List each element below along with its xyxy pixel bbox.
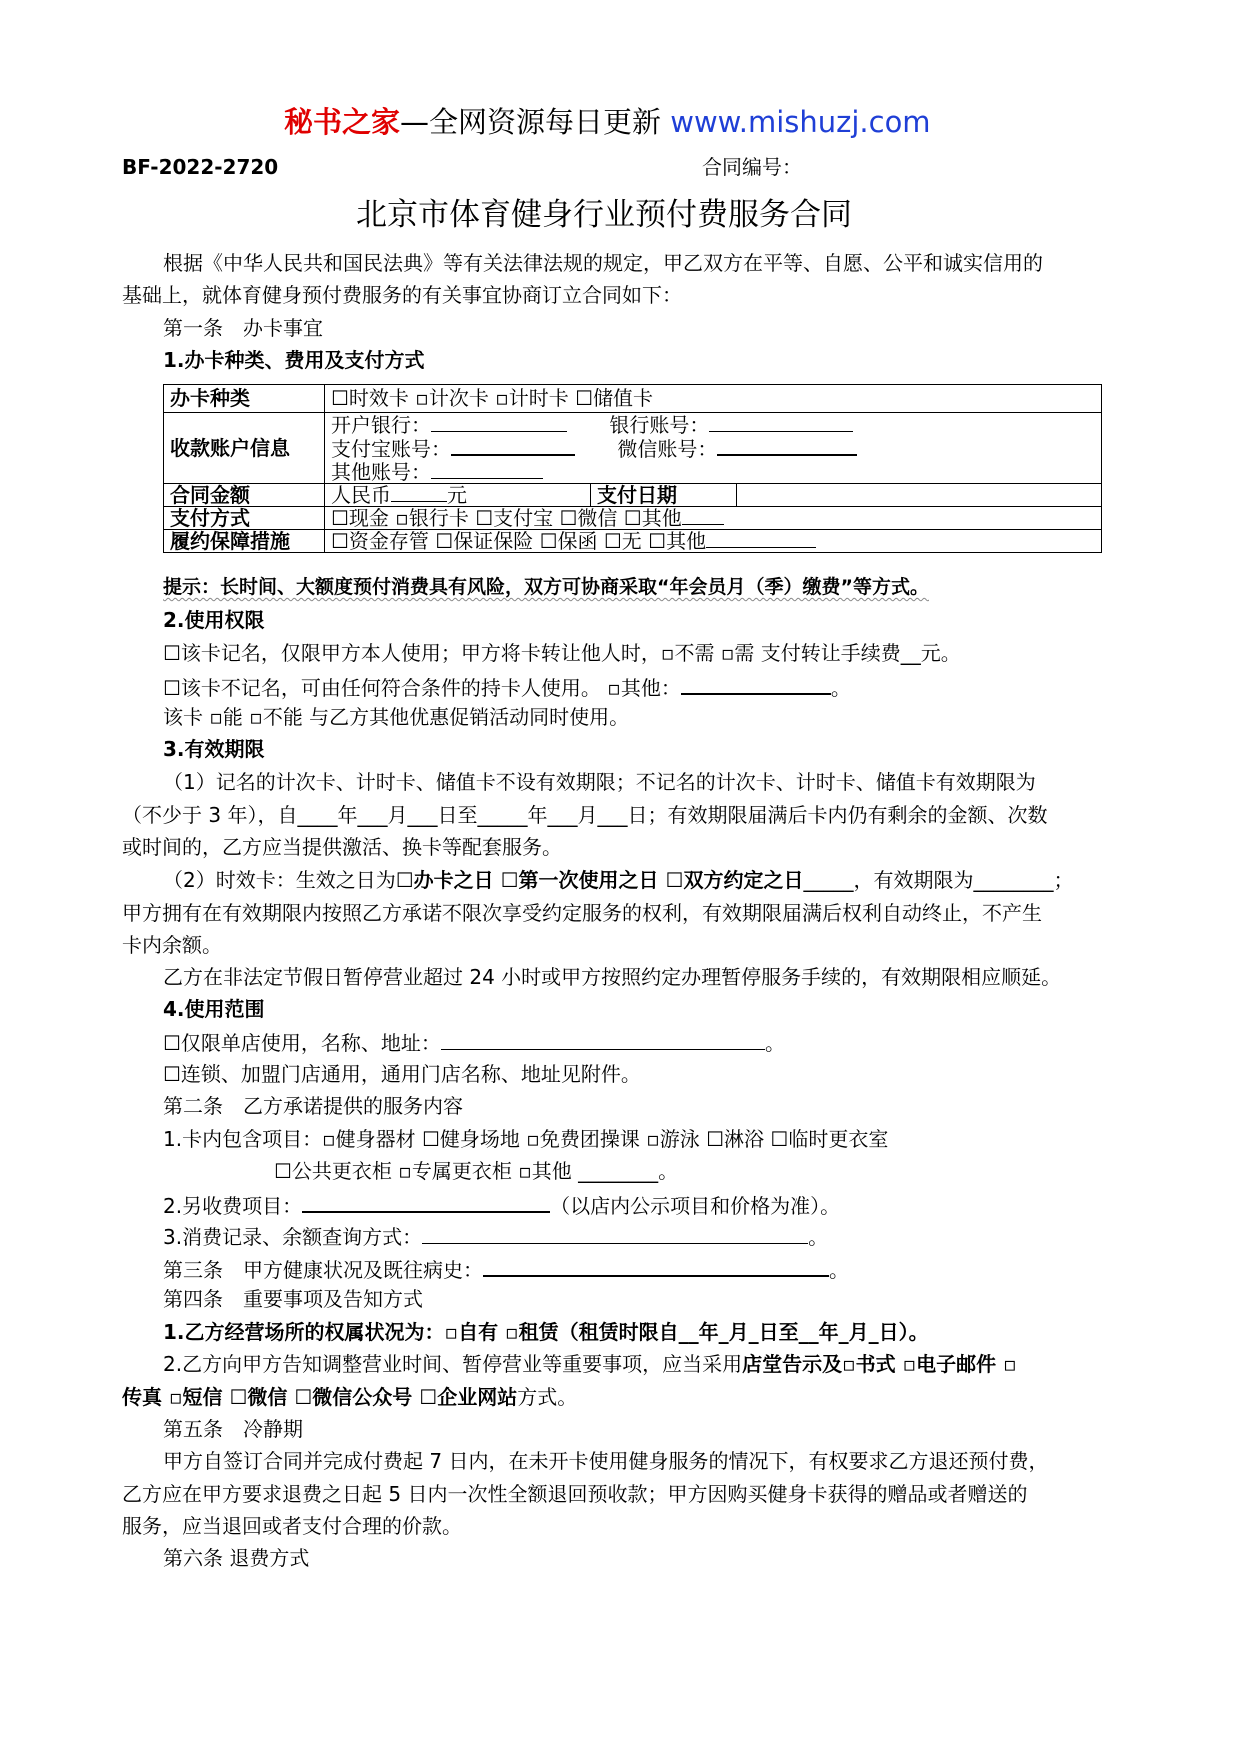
article-3-line [163, 1257, 849, 1280]
account-info-label: 收款账户信息 [164, 413, 325, 484]
bank-label: 开户银行： [331, 413, 431, 437]
amount-field[interactable] [391, 487, 447, 502]
bank-field[interactable] [431, 413, 567, 432]
guarantee-label: 履约保障措施 [164, 530, 325, 553]
pay-method-label: 支付方式 [164, 507, 325, 530]
validity-start-options[interactable]: ☐办卡之日 ☐第一次使用之日 ☐双方约定之日 [395, 868, 804, 892]
scope-address-field[interactable] [441, 1031, 765, 1050]
notice-method-end: 方式。 [517, 1385, 578, 1409]
scope-option-1[interactable] [163, 1031, 785, 1053]
service-items-2[interactable]: ☐公共更衣柜 ▫专属更衣柜 ▫其他 ________。 [274, 1159, 679, 1183]
validity-line-3: 或时间的，乙方应当提供激活、换卡等配套服务。 [122, 835, 562, 859]
notice-method-options-2[interactable]: 传真 ▫短信 ☐微信 ☐微信公众号 ☐企业网站 [122, 1385, 518, 1409]
validity-line-4-c: _____，有效期限为________； [803, 868, 1074, 892]
balance-query-line [163, 1225, 828, 1247]
section-2-heading: 2.使用权限 [163, 608, 265, 632]
pay-date-label: 支付日期 [591, 484, 737, 507]
cooling-off-line-2: 乙方应在甲方要求退费之日起 5 日内一次性全额退回预收款；甲方因购买健身卡获得的赠品或者赠送的 [122, 1482, 1028, 1506]
usage-option-2[interactable] [163, 675, 851, 698]
service-items-1[interactable]: 1.卡内包含项目：▫健身器材 ☐健身场地 ▫免费团操课 ▫游泳 ☐淋浴 ☐临时更衣室 [163, 1127, 889, 1151]
section-4-heading: 4.使用范围 [163, 997, 265, 1021]
pay-method-other-field[interactable] [682, 510, 724, 525]
amount-label: 合同金额 [164, 484, 325, 507]
other-account-label: 其他账号： [331, 460, 431, 484]
document-code: BF-2022-2720 [122, 155, 279, 179]
intro-line-2: 基础上，就体育健身预付费服务的有关事宜协商订立合同如下： [122, 283, 682, 307]
wechat-field[interactable] [717, 436, 857, 456]
pay-method-options[interactable] [325, 507, 1102, 530]
notice-method-line-2 [122, 1387, 577, 1407]
usage-other-field[interactable] [681, 675, 831, 695]
health-history-field[interactable] [483, 1257, 829, 1277]
pay-method-text: ☐现金 ▫银行卡 ☐支付宝 ☐微信 ☐其他 [331, 505, 682, 530]
yuan-label: 元 [447, 482, 467, 507]
page-title: 北京市体育健身行业预付费服务合同 [356, 197, 852, 233]
article-2-title: 第二条 乙方承诺提供的服务内容 [163, 1094, 463, 1118]
scope-option-2[interactable]: ☐连锁、加盟门店通用，通用门店名称、地址见附件。 [163, 1062, 641, 1086]
usage-option-3[interactable]: 该卡 ▫能 ▫不能 与乙方其他优惠促销活动同时使用。 [163, 705, 630, 729]
guarantee-other-field[interactable] [706, 533, 816, 548]
intro-line-1: 根据《中华人民共和国民法典》等有关法律法规的规定，甲乙双方在平等、自愿、公平和诚实信用的 [163, 251, 1043, 275]
validity-line-4-a: （2）时效卡：生效之日为 [163, 868, 396, 892]
article-5-title: 第五条 冷静期 [163, 1417, 303, 1441]
notice-method-options-1[interactable]: 店堂告示及▫书式 ▫电子邮件 ▫ [742, 1352, 1017, 1376]
extra-charge-line [163, 1193, 840, 1216]
validity-line-6: 卡内余额。 [122, 933, 222, 957]
card-type-options[interactable]: ☐时效卡 ▫计次卡 ▫计时卡 ☐储值卡 [325, 385, 1102, 413]
guarantee-text: ☐资金存管 ☐保证保险 ☐保函 ☐无 ☐其他 [331, 528, 707, 553]
validity-line-4 [163, 870, 1073, 890]
cooling-off-line-3: 服务，应当退回或者支付合理的价款。 [122, 1514, 462, 1538]
site-banner [284, 105, 931, 139]
balance-query-field[interactable] [422, 1225, 808, 1244]
scope-option-1-text: ☐仅限单店使用，名称、地址： [163, 1031, 441, 1055]
rmb-label: 人民币 [331, 482, 391, 507]
bank-account-label: 银行账号： [609, 413, 710, 437]
usage-option-2-end: 。 [830, 676, 851, 700]
risk-tip: 提示：长时间、大额度预付消费具有风险，双方可协商采取“年会员月（季）缴费”等方式。 [163, 576, 929, 598]
article-6-title: 第六条 退费方式 [163, 1546, 310, 1570]
notice-method-text: 2.乙方向甲方告知调整营业时间、暂停营业等重要事项，应当采用 [163, 1352, 743, 1376]
site-url-link[interactable]: www.mishuzj.com [670, 105, 931, 139]
alipay-label: 支付宝账号： [331, 437, 451, 461]
usage-option-2-text: ☐该卡不记名，可由任何符合条件的持卡人使用。 ▫其他： [163, 676, 681, 700]
alipay-field[interactable] [451, 436, 575, 456]
bank-account-field[interactable] [709, 413, 853, 432]
extra-charge-label: 2.另收费项目： [163, 1194, 303, 1218]
card-info-table [163, 384, 1102, 553]
premises-ownership-line[interactable]: 1.乙方经营场所的权属状况为：▫自有 ▫租赁（租赁时限自__年_月_日至__年_月_日）。 [163, 1320, 929, 1344]
brand-name: 秘书之家 [284, 105, 401, 139]
balance-query-label: 3.消费记录、余额查询方式： [163, 1225, 423, 1249]
card-type-label: 办卡种类 [164, 385, 325, 413]
article-1-title: 第一条 办卡事宜 [163, 316, 323, 340]
wechat-label: 微信账号： [617, 437, 718, 461]
extra-charge-field[interactable] [302, 1193, 550, 1213]
scope-option-1-end: 。 [764, 1031, 785, 1055]
article-3-title: 第三条 甲方健康状况及既往病史： [163, 1258, 483, 1282]
article-3-end: 。 [829, 1258, 849, 1282]
extra-charge-note: （以店内公示项目和价格为准）。 [550, 1194, 841, 1218]
account-info-cell [325, 413, 1102, 484]
section-1-heading: 1.办卡种类、费用及支付方式 [163, 348, 425, 372]
usage-option-1[interactable]: ☐该卡记名，仅限甲方本人使用；甲方将卡转让他人时，▫不需 ▫需 支付转让手续费__元。 [163, 641, 961, 665]
other-account-field[interactable] [431, 460, 543, 479]
notice-method-line-1 [163, 1354, 1017, 1374]
validity-line-5: 甲方拥有在有效期限内按照乙方承诺不限次享受约定服务的权利，有效期限届满后权利自动终止，不产生 [122, 901, 1042, 925]
validity-line-1: （1）记名的计次卡、计时卡、储值卡不设有效期限；不记名的计次卡、计时卡、储值卡有效期限为 [163, 770, 1036, 794]
contract-number-label: 合同编号： [702, 155, 802, 179]
section-3-heading: 3.有效期限 [163, 737, 265, 761]
validity-line-2: （不少于 3 年），自____年___月___日至_____年___月___日；有效期限届满后卡内仍有剩余的金额、次数 [122, 803, 1048, 827]
cooling-off-line-1: 甲方自签订合同并完成付费起 7 日内，在未开卡使用健身服务的情况下，有权要求乙方退还预付费， [163, 1449, 1049, 1473]
pay-date-field[interactable] [737, 484, 1102, 507]
balance-query-end: 。 [808, 1225, 829, 1249]
banner-slogan: —全网资源每日更新 [400, 105, 671, 139]
amount-cell [325, 484, 591, 507]
validity-line-7: 乙方在非法定节假日暂停营业超过 24 小时或甲方按照约定办理暂停服务手续的，有效期限相应顺延。 [163, 965, 1062, 989]
article-4-title: 第四条 重要事项及告知方式 [163, 1287, 423, 1311]
guarantee-options[interactable] [325, 530, 1102, 553]
